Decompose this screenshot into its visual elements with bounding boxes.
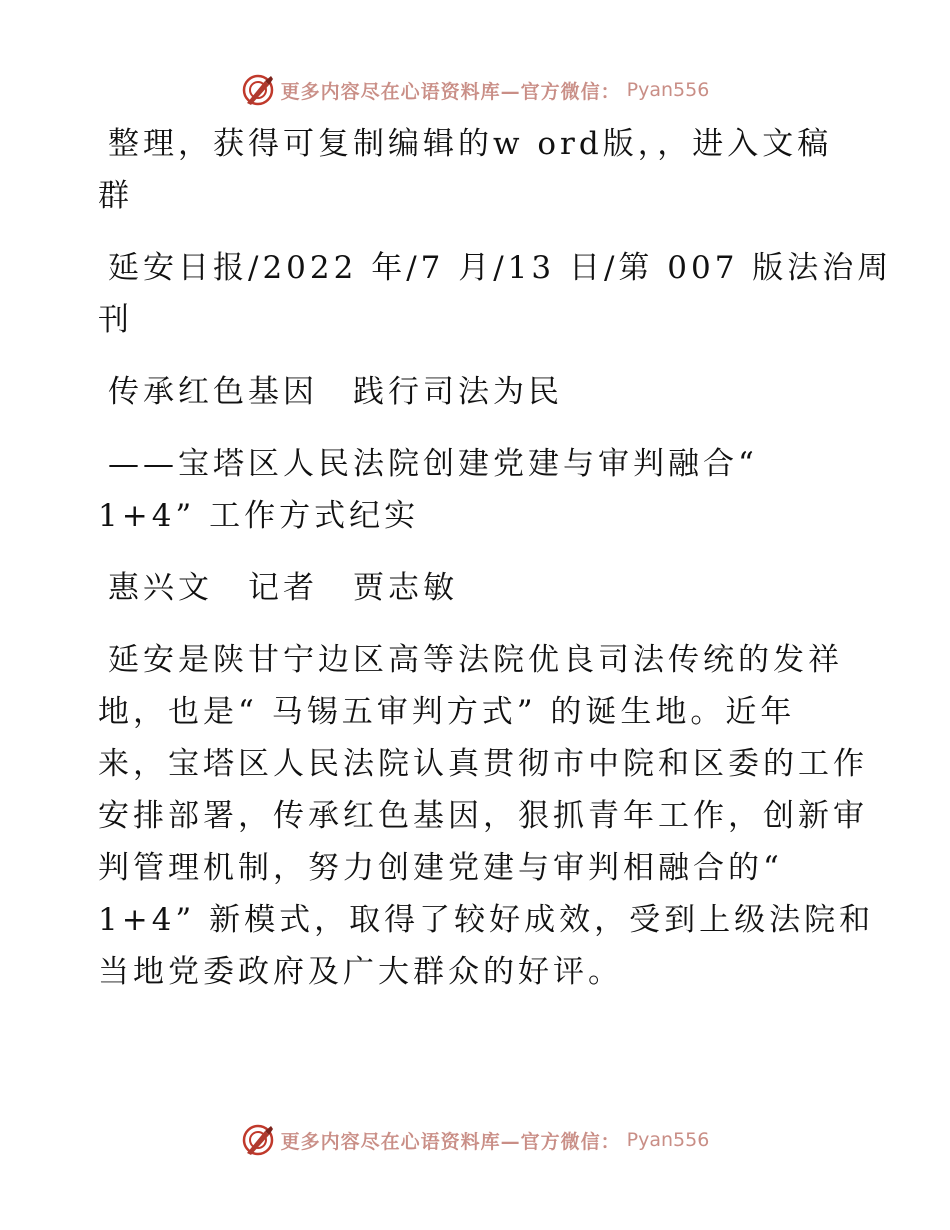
text-line: 当地党委政府及广大群众的好评。 <box>98 954 623 990</box>
paragraph-source <box>98 242 893 346</box>
text-line: 整理，获得可复制编辑的w ord版，，进入文稿 <box>108 126 833 162</box>
article-title <box>98 366 854 418</box>
text-line: 1+4” 工作方式纪实 <box>98 498 420 534</box>
article-byline <box>98 562 854 614</box>
paragraph-body <box>98 634 875 998</box>
paragraph-intro <box>98 118 854 222</box>
banner-wechat-id: Pyan556 <box>626 79 710 101</box>
text-line: 1+4” 新模式，取得了较好成效，受到上级法院和 <box>98 902 875 938</box>
text-line: 延安日报/2022 年/7 月/13 日/第 007 版法治周 <box>108 250 893 286</box>
text-line: 传承红色基因 践行司法为民 <box>108 374 563 410</box>
banner-wechat-id: Pyan556 <box>626 1129 710 1151</box>
text-line: 安排部署，传承红色基因，狠抓青年工作，创新审 <box>98 798 868 834</box>
text-line: 地，也是“ 马锡五审判方式” 的诞生地。近年 <box>98 694 796 730</box>
document-body <box>98 118 893 998</box>
article-subtitle <box>98 438 854 542</box>
banner-text: 更多内容尽在心语资料库—官方微信： <box>280 80 621 103</box>
text-line: 判管理机制，努力创建党建与审判相融合的“ <box>98 850 783 886</box>
text-line: 群 <box>98 178 133 214</box>
text-line: 来，宝塔区人民法院认真贯彻市中院和区委的工作 <box>98 746 868 782</box>
text-line: 惠兴文 记者 贾志敏 <box>108 570 458 606</box>
text-line: ——宝塔区人民法院创建党建与审判融合“ <box>108 446 758 482</box>
text-line: 延安是陕甘宁边区高等法院优良司法传统的发祥 <box>108 642 843 678</box>
header-watermark-banner <box>0 70 950 110</box>
text-line: 刊 <box>98 302 133 338</box>
banner-text: 更多内容尽在心语资料库—官方微信： <box>280 1130 621 1153</box>
footer-watermark-banner <box>0 1120 950 1160</box>
pen-logo-icon <box>241 1123 275 1157</box>
pen-logo-icon <box>241 73 275 107</box>
